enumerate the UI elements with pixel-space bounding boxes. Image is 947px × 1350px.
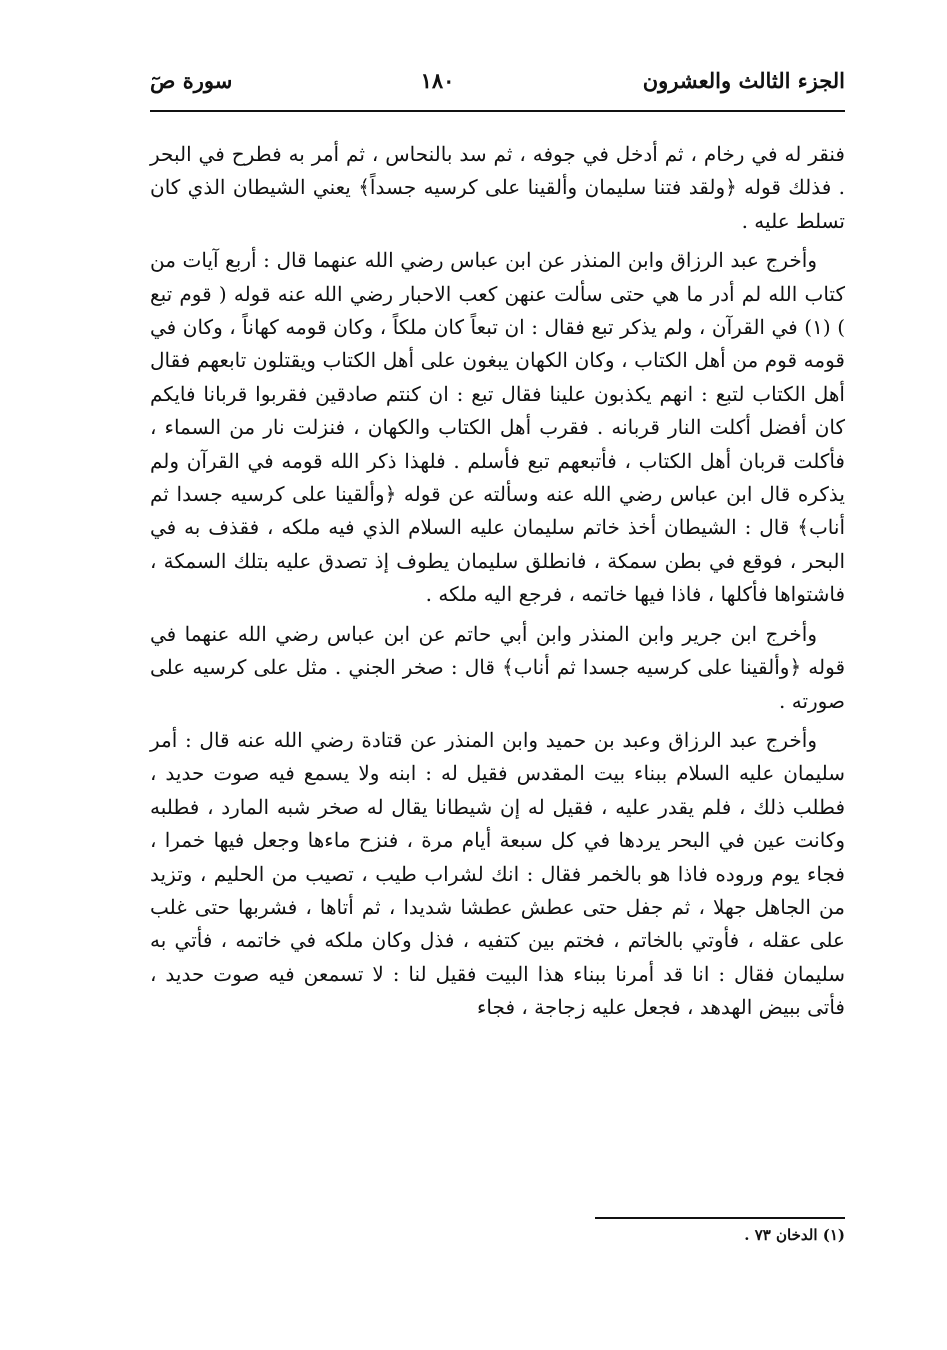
main-text — [150, 138, 845, 1031]
paragraph-2: وأخرج عبد الرزاق وابن المنذر عن ابن عباس رضي الله عنهما قال : أربع آيات من كتاب الله لم أدر ما هي حتى سألت عنهن كعب الاحبار رضي الله عنه قوله ( قوم تبع ) (١) في القرآن ، ولم يذكر تبع فقال : ان تبعاً كان ملكاً ، وكان قومه كهاناً ، وكان في قومه قوم من أهل الكتاب ، وكان الكهان يبغون على أهل الكتاب ويقتلون تابعهم فقال أهل الكتاب لتبع : انهم يكذبون علينا فقال تبع : ان كنتم صادقين فقربوا قربانا فايكم كان أفضل أكلت النار قربانه . فقرب أهل الكتاب والكهان ، فنزلت نار من السماء ، فأكلت قربان أهل الكتاب ، فأتبعهم تبع فأسلم . فلهذا ذكر الله قومه في القرآن ولم يذكره قال ابن عباس رضي الله عنه وسألته عن قوله ﴿وألقينا على كرسيه جسدا ثم أناب﴾ قال : الشيطان أخذ خاتم سليمان عليه السلام الذي فيه ملكه ، فقذف به في البحر ، فوقع في بطن سمكة ، فانطلق سليمان يطوف إذ تصدق عليه بتلك السمكة ، فاشتواها فأكلها ، فاذا فيها خاتمه ، فرجع اليه ملكه . — [150, 248, 845, 607]
surah-title: سورة صٓ — [150, 67, 233, 93]
part-title: الجزء الثالث والعشرون — [642, 67, 845, 93]
page-number: ١٨٠ — [420, 67, 455, 93]
page-header — [150, 58, 845, 102]
paragraph-1: فنقر له في رخام ، ثم أدخل في جوفه ، ثم سد بالنحاس ، ثم أمر به فطرح في البحر . فذلك قوله ﴿ولقد فتنا سليمان وألقينا على كرسيه جسداً﴾ يعني الشيطان الذي كان تسلط عليه . — [150, 142, 845, 233]
paragraph-3: وأخرج ابن جرير وابن المنذر وابن أبي حاتم عن ابن عباس رضي الله عنهما في قوله ﴿وألقينا على كرسيه جسدا ثم أناب﴾ قال : صخر الجني . مثل على كرسيه على صورته . — [150, 621, 845, 713]
paragraph-4: وأخرج عبد الرزاق وعبد بن حميد وابن المنذر عن قتادة رضي الله عنه قال : أمر سليمان عليه السلام ببناء بيت المقدس فقيل له : ابنه ولا يسمع فيه صوت حديد ، فطلب ذلك ، فلم يقدر عليه ، فقيل له إن شيطانا يقال له صخر شبه المارد ، فطلبه وكانت عين في البحر يردها في كل سبعة أيام مرة ، فنزح ماءها وجعل فيها خمرا ، فجاء يوم وروده فاذا هو بالخمر فقال : انك لشراب طيب ، تصيب من الحليم ، وتزيد من الجاهل جهلا ، ثم جفل حتى عطش عطشا شديدا ، ثم أتاها ، فشربها حتى غلب على عقله ، فأوتي بالخاتم ، فختم بين كتفيه ، فذل وكان ملكه في خاتمه ، فأتي به سليمان فقال : انا قد أمرنا ببناء هذا البيت فقيل لنا : لا تسمعن فيه صوت حديد ، فأتى ببيض الهدهد ، فجعل عليه زجاجة ، فجاء — [150, 727, 845, 1020]
footnote: (١) الدخان ٧٣ . — [744, 1226, 845, 1244]
header-divider — [150, 110, 845, 112]
footnote-divider — [595, 1217, 845, 1219]
